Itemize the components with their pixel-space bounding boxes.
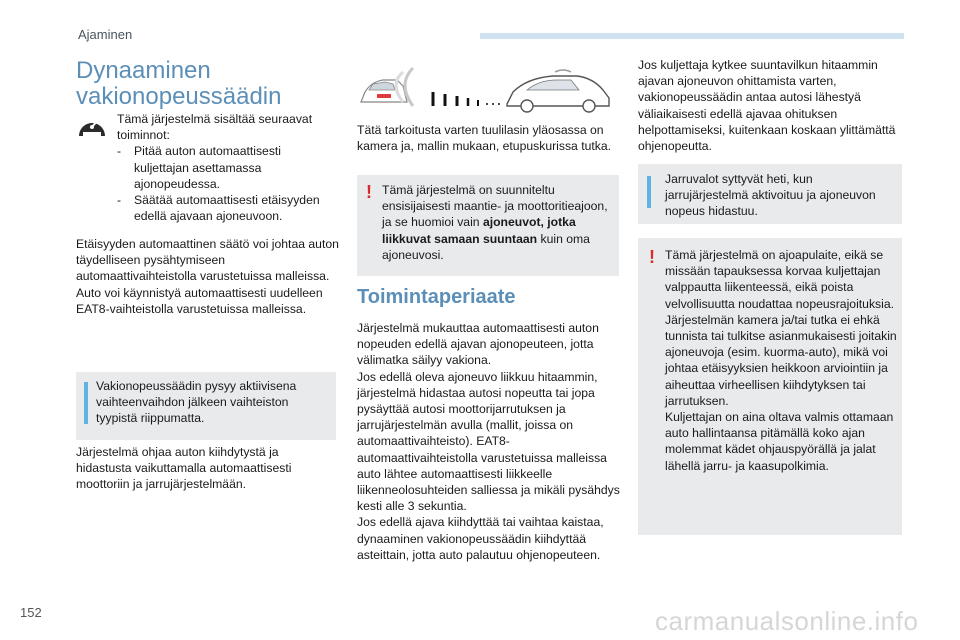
list-dash: - (117, 193, 122, 208)
info-box-gear (76, 372, 336, 440)
info-bar-icon (647, 176, 651, 208)
exclamation-icon: ! (366, 182, 372, 202)
warning-text-line: Tämä järjestelmä on ajoapulaite, eikä se missään tapauksessa korvaa kuljettajan valppautta liikenteessä, eikä poista velvollisuutta noudattaa nopeusrajoituksia. Järjestelmän kamera ja/tai tutka ei ehkä tunnista tai tulkitse asianmukaisesti joitakin ajoneuvoja (esim. kuorma-auto), mikä voi johtaa etäisyyksien heikkoon arviointiin ja aiheuttaa virheellisen kiihdytyksen tai jarrutuksen. (665, 248, 897, 408)
watermark: carmanualsonline.info (655, 606, 919, 636)
info-bar-icon (84, 382, 88, 424)
title-line: Dynaaminen vakionopeussäädin (76, 57, 282, 110)
section-heading: Toimintaperiaate (357, 286, 516, 308)
warning-text (382, 182, 612, 263)
paragraph-overtaking: Jos kuljettaja kytkee suuntavilkun hitaammin ajavan ajoneuvon ohittamista varten, vakionopeussäädin antaa autosi lähestyä väliaikaisesti edellä ajavaa ohituksen helpottamiseksi, kuitenkaan koskaan ylittämättä ohjenopeutta. (638, 58, 896, 154)
section-label: Ajaminen (78, 27, 133, 42)
warning-text-part: Tämä järjestelmä on suunniteltu ensisijaisesti maantie- ja moottoritieajoon, ja se huomioi vain (382, 183, 608, 230)
car-following-illustration (357, 62, 619, 119)
header-bar (480, 33, 904, 39)
exclamation-icon: ! (649, 247, 655, 267)
warning-text-part: kuin oma ajoneuvosi. (382, 231, 590, 262)
list-item (117, 143, 337, 192)
list-item-text: Pitää auton automaattisesti kuljettajan asettamassa ajonopeudessa. (134, 144, 282, 191)
paragraph-line: Järjestelmä mukauttaa automaattisesti auton nopeuden edellä ajavan ajonopeuteen, jotta välimatka säilyy vakiona. (357, 321, 599, 368)
page-number: 152 (20, 605, 42, 620)
info-box-brake-lights (638, 164, 902, 224)
list-item (117, 192, 337, 224)
speedometer-icon (76, 112, 108, 145)
intro-text: Tämä järjestelmä sisältää seuraavat toiminnot: (117, 112, 313, 143)
info-text: Jarruvalot syttyvät heti, kun jarrujärjestelmä aktivoituu ja ajoneuvon nopeus hidastuu. (665, 172, 876, 219)
warning-box-road (357, 175, 619, 276)
paragraph-line: Jos edellä oleva ajoneuvo liikkuu hitaammin, järjestelmä hidastaa autosi nopeutta tai jopa pysäyttää autosi moottorijarrutuksen ja jarrujärjestelmän avulla (mallit, joissa on automaattivaihteisto). EAT8-automaattivaihteistolla varustetuissa malleissa auto lähtee automaattisesti liikkeelle liikenneolosuhteiden salliessa ja mikäli pysähdys kesti alle 3 sekuntia. (357, 369, 620, 514)
list-dash: - (117, 144, 122, 159)
paragraph-line: Jos edellä ajava kiihdyttää tai vaihtaa kaistaa, dynaaminen vakionopeussäädin kiihdyttää asteittain, jotta auto palautuu ohjenopeuteen. (357, 515, 604, 562)
paragraph-camera: Tätä tarkoitusta varten tuulilasin yläosassa on kamera ja, mallin mukaan, etupuskurissa tutka. (357, 123, 612, 154)
warning-text (665, 247, 897, 474)
info-text: Vakionopeussäädin pysyy aktiivisena vaihteenvaihdon jälkeen vaihteiston tyypistä riippumatta. (96, 379, 297, 426)
paragraph-principle (357, 320, 622, 563)
warning-text-line: Kuljettajan on aina oltava valmis ottamaan auto hallintaansa pitämällä koko ajan molemmat kädet ohjauspyörällä ja jalat lähellä jarru- ja kaasupolkimia. (665, 410, 894, 473)
page-title (76, 58, 306, 110)
list-item-text: Säätää automaattisesti etäisyyden edellä ajavaan ajoneuvoon. (134, 193, 320, 224)
warning-box-driver-aid (638, 238, 902, 535)
paragraph-control: Järjestelmä ohjaa auton kiihdytystä ja hidastusta vaikuttamalla automaattisesti moottoriin ja jarrujärjestelmään. (76, 445, 292, 492)
warning-text-bold: ajoneuvot, jotka liikkuvat samaan suuntaan (382, 215, 576, 246)
paragraph-distance: Etäisyyden automaattinen säätö voi johtaa auton täydelliseen pysähtymiseen automaattivaihteistolla varustetuissa malleissa. Auto voi käynnistyä automaattisesti uudelleen EAT8-vaihteistolla varustetuissa malleissa. (76, 237, 339, 316)
intro-block (117, 111, 337, 224)
